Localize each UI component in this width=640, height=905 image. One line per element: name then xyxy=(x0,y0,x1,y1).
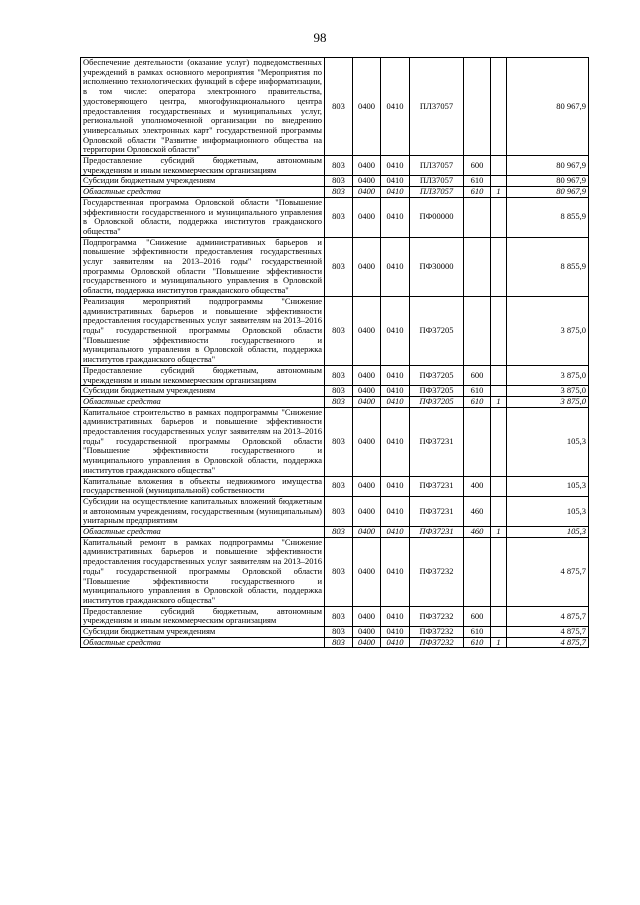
section-code: 0400 xyxy=(353,606,381,626)
grbs-code: 803 xyxy=(325,637,353,648)
source-code: 1 xyxy=(491,637,507,648)
grbs-code: 803 xyxy=(325,606,353,626)
section-code: 0400 xyxy=(353,197,381,237)
table-row xyxy=(81,176,589,187)
expense-type-code xyxy=(464,237,491,296)
expense-name: Областные средства xyxy=(81,637,325,648)
subsection-code: 0410 xyxy=(381,537,410,606)
grbs-code: 803 xyxy=(325,386,353,397)
target-article-code: ПЛ37057 xyxy=(410,176,464,187)
target-article-code: ПФ37231 xyxy=(410,476,464,496)
subsection-code: 0410 xyxy=(381,156,410,176)
section-code: 0400 xyxy=(353,637,381,648)
amount: 105,3 xyxy=(507,496,589,526)
section-code: 0400 xyxy=(353,58,381,156)
table-row xyxy=(81,496,589,526)
section-code: 0400 xyxy=(353,237,381,296)
amount: 80 967,9 xyxy=(507,187,589,198)
source-code xyxy=(491,237,507,296)
target-article-code: ПФ00000 xyxy=(410,197,464,237)
section-code: 0400 xyxy=(353,176,381,187)
target-article-code: ПФ37231 xyxy=(410,496,464,526)
target-article-code: ПЛ37057 xyxy=(410,187,464,198)
source-code xyxy=(491,58,507,156)
grbs-code: 803 xyxy=(325,156,353,176)
table-row xyxy=(81,606,589,626)
section-code: 0400 xyxy=(353,365,381,385)
amount: 3 875,0 xyxy=(507,386,589,397)
table-row xyxy=(81,296,589,365)
source-code xyxy=(491,476,507,496)
expense-type-code xyxy=(464,296,491,365)
expense-type-code: 400 xyxy=(464,476,491,496)
section-code: 0400 xyxy=(353,396,381,407)
section-code: 0400 xyxy=(353,386,381,397)
amount: 80 967,9 xyxy=(507,176,589,187)
expense-type-code: 610 xyxy=(464,396,491,407)
amount: 105,3 xyxy=(507,407,589,476)
subsection-code: 0410 xyxy=(381,627,410,638)
source-code xyxy=(491,176,507,187)
target-article-code: ПФ37205 xyxy=(410,365,464,385)
table-row xyxy=(81,396,589,407)
expense-type-code: 600 xyxy=(464,606,491,626)
amount: 3 875,0 xyxy=(507,365,589,385)
target-article-code: ПФ37232 xyxy=(410,627,464,638)
table-row xyxy=(81,537,589,606)
table-row xyxy=(81,476,589,496)
expense-type-code xyxy=(464,58,491,156)
expense-type-code: 610 xyxy=(464,637,491,648)
source-code xyxy=(491,156,507,176)
source-code xyxy=(491,407,507,476)
expense-name: Государственная программа Орловской области "Повышение эффективности государственного и муниципального управления в Орловской области, поддержка институтов гражданского общества" xyxy=(81,197,325,237)
grbs-code: 803 xyxy=(325,527,353,538)
target-article-code: ПФ37232 xyxy=(410,637,464,648)
source-code: 1 xyxy=(491,396,507,407)
expense-type-code: 610 xyxy=(464,176,491,187)
grbs-code: 803 xyxy=(325,365,353,385)
source-code xyxy=(491,365,507,385)
section-code: 0400 xyxy=(353,496,381,526)
subsection-code: 0410 xyxy=(381,187,410,198)
subsection-code: 0410 xyxy=(381,296,410,365)
amount: 3 875,0 xyxy=(507,296,589,365)
target-article-code: ПФ37232 xyxy=(410,537,464,606)
subsection-code: 0410 xyxy=(381,496,410,526)
expense-name: Субсидии бюджетным учреждениям xyxy=(81,627,325,638)
table-row xyxy=(81,237,589,296)
table-row xyxy=(81,58,589,156)
grbs-code: 803 xyxy=(325,627,353,638)
table-row xyxy=(81,527,589,538)
grbs-code: 803 xyxy=(325,537,353,606)
expense-type-code: 460 xyxy=(464,496,491,526)
expense-type-code: 600 xyxy=(464,156,491,176)
expense-name: Реализация мероприятий подпрограммы "Снижение административных барьеров и повышение эффективности предоставления государственных услуг заявителям на 2013–2016 годы" государственной программы Орловской области "Повышение эффективности государственного и муниципального управления в Орловской области, поддержка институтов гражданского общества" xyxy=(81,296,325,365)
table-row xyxy=(81,386,589,397)
expense-name: Субсидии бюджетным учреждениям xyxy=(81,386,325,397)
target-article-code: ПФ37205 xyxy=(410,296,464,365)
subsection-code: 0410 xyxy=(381,58,410,156)
target-article-code: ПФ37231 xyxy=(410,527,464,538)
subsection-code: 0410 xyxy=(381,365,410,385)
grbs-code: 803 xyxy=(325,407,353,476)
subsection-code: 0410 xyxy=(381,237,410,296)
target-article-code: ПЛ37057 xyxy=(410,156,464,176)
source-code xyxy=(491,386,507,397)
target-article-code: ПФ30000 xyxy=(410,237,464,296)
expense-name: Капитальные вложения в объекты недвижимого имущества государственной (муниципальной) собственности xyxy=(81,476,325,496)
grbs-code: 803 xyxy=(325,197,353,237)
expense-name: Субсидии бюджетным учреждениям xyxy=(81,176,325,187)
expense-type-code xyxy=(464,537,491,606)
target-article-code: ПЛ37057 xyxy=(410,58,464,156)
target-article-code: ПФ37232 xyxy=(410,606,464,626)
expense-name: Предоставление субсидий бюджетным, автономным учреждениям и иным некоммерческим организациям xyxy=(81,606,325,626)
table-row xyxy=(81,156,589,176)
subsection-code: 0410 xyxy=(381,386,410,397)
grbs-code: 803 xyxy=(325,476,353,496)
grbs-code: 803 xyxy=(325,58,353,156)
expense-name: Предоставление субсидий бюджетным, автономным учреждениям и иным некоммерческим организациям xyxy=(81,365,325,385)
expense-type-code: 610 xyxy=(464,627,491,638)
expense-name: Субсидии на осуществление капитальных вложений бюджетным и автономным учреждениям, государственным (муниципальным) унитарным предприятиям xyxy=(81,496,325,526)
section-code: 0400 xyxy=(353,476,381,496)
page-number: 98 xyxy=(313,30,327,45)
section-code: 0400 xyxy=(353,187,381,198)
table-row xyxy=(81,407,589,476)
section-code: 0400 xyxy=(353,527,381,538)
expense-type-code xyxy=(464,407,491,476)
target-article-code: ПФ37205 xyxy=(410,396,464,407)
expense-name: Обеспечение деятельности (оказание услуг) подведомственных учреждений в рамках основного мероприятия "Мероприятия по исполнению технологических функций в сфере информатизации, в том числе: оператора электронного правительства, удостоверяющего центра, многофункционального центра предоставления государственных и муниципальных услуг, региональной уполномоченной организации по внедрению универсальных электронных карт" государственной программы Орловской области "Развитие информационного общества на территории Орловской области" xyxy=(81,58,325,156)
source-code xyxy=(491,606,507,626)
expense-name: Предоставление субсидий бюджетным, автономным учреждениям и иным некоммерческим организациям xyxy=(81,156,325,176)
target-article-code: ПФ37231 xyxy=(410,407,464,476)
expense-name: Областные средства xyxy=(81,187,325,198)
expense-name: Капитальный ремонт в рамках подпрограммы "Снижение административных барьеров и повышение эффективности предоставления государственных услуг заявителям на 2013–2016 годы" государственной программы Орловской области "Повышение эффективности государственного и муниципального управления в Орловской области, поддержка институтов гражданского общества" xyxy=(81,537,325,606)
subsection-code: 0410 xyxy=(381,606,410,626)
amount: 4 875,7 xyxy=(507,537,589,606)
subsection-code: 0410 xyxy=(381,476,410,496)
grbs-code: 803 xyxy=(325,176,353,187)
amount: 4 875,7 xyxy=(507,606,589,626)
section-code: 0400 xyxy=(353,296,381,365)
amount: 105,3 xyxy=(507,476,589,496)
table-row xyxy=(81,365,589,385)
grbs-code: 803 xyxy=(325,237,353,296)
expense-type-code: 610 xyxy=(464,386,491,397)
expense-name: Подпрограмма "Снижение административных барьеров и повышение эффективности предоставления государственных услуг заявителям на 2013–2016 годы" государственной программы Орловской области "Повышение эффективности государственного и муниципального управления в Орловской области, поддержка институтов гражданского общества" xyxy=(81,237,325,296)
amount: 80 967,9 xyxy=(507,58,589,156)
table-row xyxy=(81,627,589,638)
expense-name: Областные средства xyxy=(81,527,325,538)
subsection-code: 0410 xyxy=(381,407,410,476)
expense-type-code: 460 xyxy=(464,527,491,538)
section-code: 0400 xyxy=(353,407,381,476)
subsection-code: 0410 xyxy=(381,197,410,237)
grbs-code: 803 xyxy=(325,296,353,365)
section-code: 0400 xyxy=(353,627,381,638)
source-code xyxy=(491,627,507,638)
source-code: 1 xyxy=(491,527,507,538)
amount: 8 855,9 xyxy=(507,197,589,237)
expense-name: Капитальное строительство в рамках подпрограммы "Снижение административных барьеров и повышение эффективности предоставления государственных услуг заявителям на 2013–2016 годы" государственной программы Орловской области "Повышение эффективности государственного и муниципального управления в Орловской области, поддержка институтов гражданского общества" xyxy=(81,407,325,476)
table-row xyxy=(81,197,589,237)
amount: 3 875,0 xyxy=(507,396,589,407)
expense-type-code xyxy=(464,197,491,237)
subsection-code: 0410 xyxy=(381,637,410,648)
expense-type-code: 600 xyxy=(464,365,491,385)
table-row xyxy=(81,637,589,648)
budget-table xyxy=(80,57,589,648)
grbs-code: 803 xyxy=(325,187,353,198)
source-code xyxy=(491,496,507,526)
subsection-code: 0410 xyxy=(381,396,410,407)
amount: 105,3 xyxy=(507,527,589,538)
grbs-code: 803 xyxy=(325,396,353,407)
source-code xyxy=(491,537,507,606)
expense-type-code: 610 xyxy=(464,187,491,198)
subsection-code: 0410 xyxy=(381,527,410,538)
section-code: 0400 xyxy=(353,537,381,606)
grbs-code: 803 xyxy=(325,496,353,526)
table-row xyxy=(81,187,589,198)
amount: 8 855,9 xyxy=(507,237,589,296)
section-code: 0400 xyxy=(353,156,381,176)
expense-name: Областные средства xyxy=(81,396,325,407)
source-code xyxy=(491,296,507,365)
source-code: 1 xyxy=(491,187,507,198)
target-article-code: ПФ37205 xyxy=(410,386,464,397)
amount: 4 875,7 xyxy=(507,637,589,648)
amount: 80 967,9 xyxy=(507,156,589,176)
amount: 4 875,7 xyxy=(507,627,589,638)
subsection-code: 0410 xyxy=(381,176,410,187)
source-code xyxy=(491,197,507,237)
